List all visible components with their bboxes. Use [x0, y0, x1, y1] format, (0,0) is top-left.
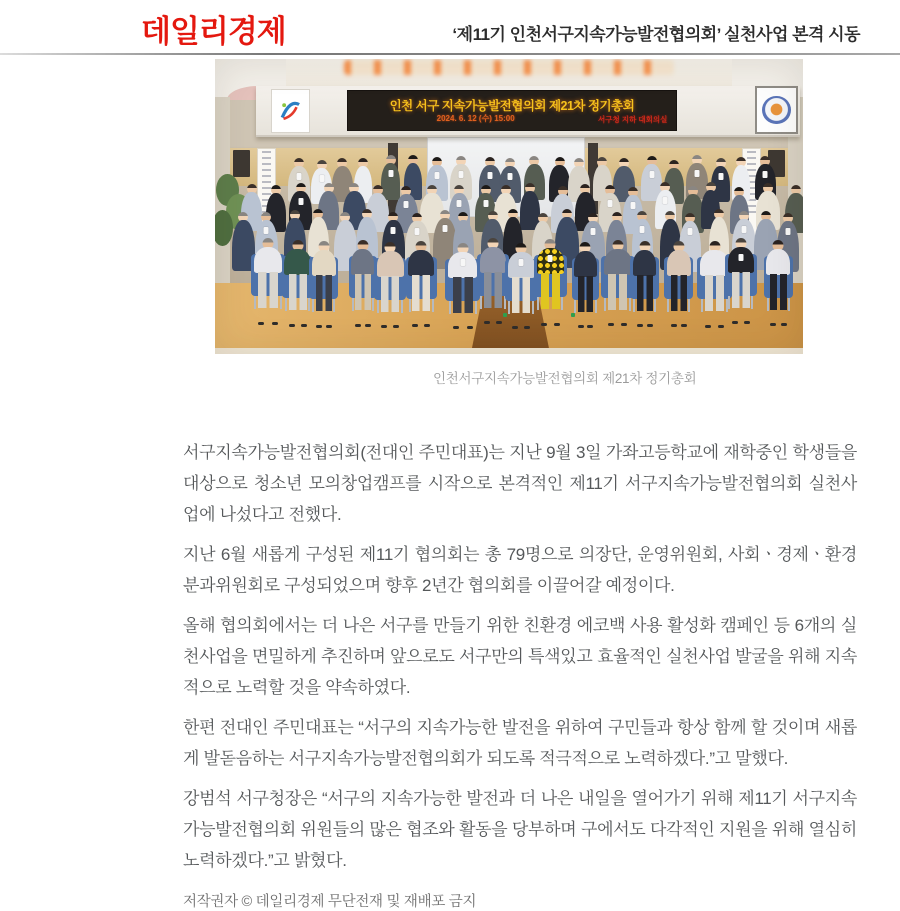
- led-banner-location: 서구청 지하 대회의실: [598, 115, 668, 125]
- person: [602, 240, 634, 329]
- person: [252, 238, 285, 327]
- led-banner-datetime: 2024. 6. 12 (수) 15:00: [436, 114, 515, 124]
- person: [350, 240, 376, 329]
- led-banner-title: 인천 서구 지속가능발전협의회 제21차 정기총회: [389, 98, 635, 113]
- article-main: [0, 59, 900, 911]
- header-divider: [0, 53, 900, 55]
- paragraph-3: 올해 협의회에서는 더 나은 서구를 만들기 위한 친환경 에코백 사용 활성화 캠페인 등 6개의 실천사업을 면밀하게 추진하며 앞으로도 서구만의 특색있고 효율적인 실천사업 발굴을 위해 지속적으로 노력할 것을 약속하였다.: [183, 616, 857, 697]
- paragraph-2: 지난 6월 새롭게 구성된 제11기 협의회는 총 79명으로 의장단, 운영위원회, 사회ㆍ경제ㆍ환경 분과위원회로 구성되었으며 향후 2년간 협의회를 이끌어갈 예정이다.: [183, 545, 857, 595]
- person: [375, 242, 405, 331]
- photo-caption: 인천서구지속가능발전협의회 제21차 정기총회: [433, 371, 697, 386]
- copyright-notice: 저작권자 © 데일리경제 무단전재 및 재배포 금지: [183, 894, 477, 910]
- paragraph-4: 한편 전대인 주민대표는 “서구의 지속가능한 발전을 위하여 구민들과 항상 함께 할 것이며 새롭게 발돋음하는 서구지속가능발전협의회가 되도록 적극적으로 노력하겠다.”고 말했다.: [183, 718, 857, 768]
- group-photo-crowd: [215, 59, 803, 354]
- person: [726, 238, 756, 327]
- site-logo[interactable]: 데일리경제: [141, 14, 286, 49]
- person: [407, 241, 437, 330]
- paragraph-5: 강범석 서구청장은 “서구의 지속가능한 발전과 더 나은 내일을 열어가기 위해 제11기 서구지속가능발전협의회 위원들의 많은 협조와 활동을 당부하며 구에서도 다각적인 지원을 위해 열심히 노력하겠다.”고 밝혔다.: [183, 789, 857, 870]
- person: [283, 240, 313, 329]
- site-header: [0, 0, 900, 53]
- person: [478, 238, 508, 327]
- person: [310, 241, 337, 330]
- paragraph-1: 서구지속가능발전협의회(전대인 주민대표)는 지난 9월 3일 가좌고등학교에 재학중인 학생들을 대상으로 청소년 모의창업캠프를 시작으로 본격적인 제11기 서구지속가능발전협의회 실천사업에 나섰다고 전했다.: [183, 443, 857, 524]
- person: [572, 242, 598, 331]
- person: [446, 243, 479, 332]
- person: [631, 241, 658, 330]
- article-photo: [215, 59, 803, 354]
- article-body: [183, 437, 857, 876]
- person: [765, 240, 793, 329]
- article-headline: ‘제11기 인천서구지속가능발전협의회’ 실천사업 본격 시동: [452, 25, 860, 44]
- person: [665, 241, 692, 330]
- person: [535, 239, 566, 328]
- article-figure: [215, 59, 900, 387]
- person: [506, 243, 537, 332]
